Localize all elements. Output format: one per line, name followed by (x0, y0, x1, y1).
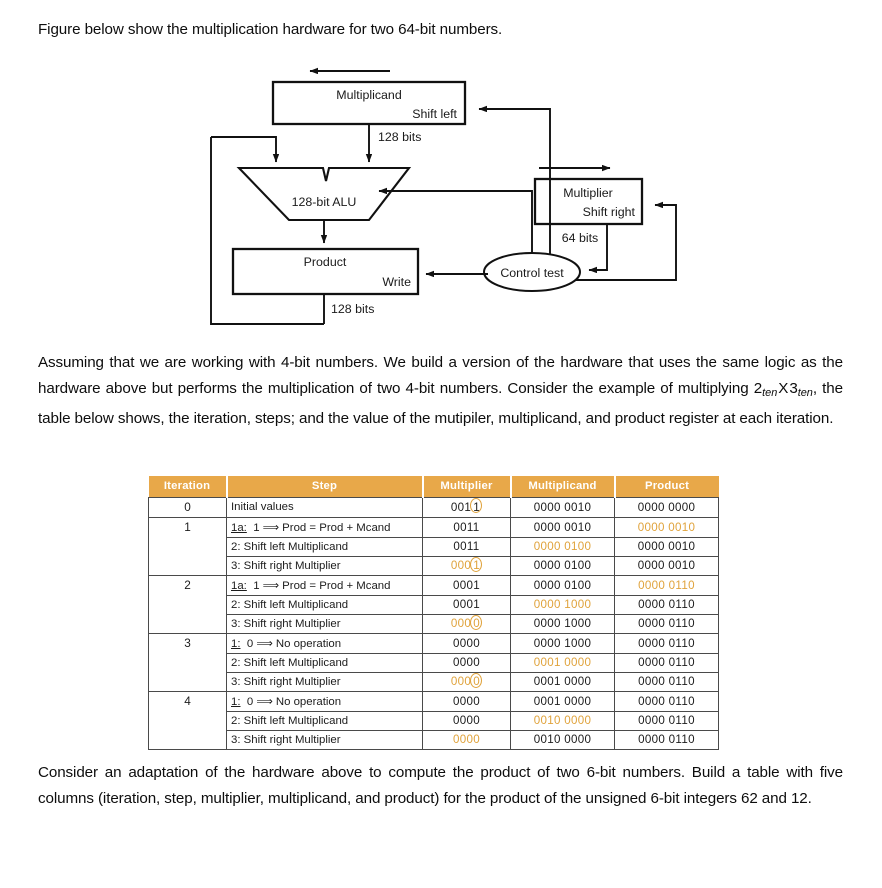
shift-left-label: Shift left (412, 107, 457, 121)
setup-paragraph-part1: Assuming that we are working with 4-bit numbers. We build a version of the hardware that uses the same logic as the hardware above but performs the multiplication of two 4-bit numbers. Consider the example of multiplying (38, 354, 843, 397)
control-to-alu-wire (379, 191, 532, 253)
column-header-multiplier: Multiplier (423, 476, 511, 498)
cell-multiplicand: 0001 0000 (511, 673, 615, 692)
cell-step (227, 615, 423, 634)
circled-bit: 1 (471, 559, 482, 572)
cell-multiplier: 0011 (423, 538, 511, 557)
cell-multiplier: 001 1 (423, 498, 511, 518)
step-text: 2: Shift left Multiplicand (231, 540, 349, 553)
cell-multiplicand: 0000 0100 (511, 557, 615, 576)
cell-product: 0000 0010 (615, 538, 719, 557)
step-text: 3: Shift right Multiplier (231, 675, 341, 688)
table-header-row (149, 476, 719, 498)
cell-multiplicand: 0000 1000 (511, 596, 615, 615)
table-row (149, 712, 719, 731)
cell-product: 0000 0110 (615, 634, 719, 654)
product-loop-wire (211, 137, 324, 324)
table-row (149, 634, 719, 654)
cell-multiplicand: 0000 0010 (511, 498, 615, 518)
cell-multiplier: 0000 (423, 634, 511, 654)
bus-top-label: 128 bits (378, 130, 422, 144)
control-test-label: Control test (500, 266, 564, 280)
cell-product: 0000 0110 (615, 673, 719, 692)
cell-multiplicand: 0000 0100 (511, 576, 615, 596)
cell-iteration: 3 (149, 634, 227, 692)
cell-step (227, 731, 423, 750)
table-row (149, 576, 719, 596)
task-paragraph: Consider an adaptation of the hardware above to compute the product of two 6-bit numbers. Build a table with five columns (iteration, step, multiplier, multiplicand, and product) for the product of the unsigned 6-bit integers 62 and 12. (38, 764, 843, 807)
cell-multiplicand: 0001 0000 (511, 692, 615, 712)
step-text: 2: Shift left Multiplicand (231, 714, 349, 727)
step-label: 1: (231, 696, 241, 708)
table-row (149, 654, 719, 673)
cell-iteration: 4 (149, 692, 227, 750)
table-row (149, 518, 719, 538)
product-label: Product (303, 255, 347, 269)
step-text: 0 ⟹ No operation (246, 696, 342, 708)
step-label: 1: (231, 638, 241, 650)
column-header-step: Step (227, 476, 423, 498)
cell-multiplier: 0000 (423, 692, 511, 712)
cell-step (227, 596, 423, 615)
cell-multiplier: 000 0 (423, 673, 511, 692)
setup-paragraph (38, 350, 843, 432)
alu-label: 128-bit ALU (291, 195, 357, 209)
column-header-product: Product (615, 476, 719, 498)
step-text: 2: Shift left Multiplicand (231, 598, 349, 611)
bus-right-label: 64 bits (561, 231, 599, 245)
cell-multiplicand: 0000 0100 (511, 538, 615, 557)
multiplication-hardware-diagram (198, 58, 688, 343)
operand-one-subscript: ten (762, 386, 778, 399)
cell-step (227, 538, 423, 557)
step-text: 1 ⟹ Prod = Prod + Mcand (253, 522, 391, 534)
cell-step (227, 634, 423, 654)
cell-product: 0000 0110 (615, 731, 719, 750)
step-text: 3: Shift right Multiplier (231, 733, 341, 746)
setup-paragraph-part2: , the table below shows, the iteration, steps; and the value of the mutipiler, multiplicand, and product register at each iteration. (38, 379, 843, 428)
cell-product: 0000 0000 (615, 498, 719, 518)
step-text: Initial values (231, 501, 294, 513)
cell-multiplier: 0001 (423, 576, 511, 596)
operand-one: 2 (753, 379, 763, 397)
circled-bit: 1 (471, 501, 482, 514)
intro-paragraph: Figure below show the multiplication hardware for two 64-bit numbers. (38, 21, 503, 38)
circled-bit: 0 (471, 675, 482, 688)
operand-two: 3 (789, 379, 798, 397)
step-text: 1 ⟹ Prod = Prod + Mcand (253, 580, 391, 592)
cell-multiplier: 0011 (423, 518, 511, 538)
cell-step (227, 498, 423, 518)
cell-step (227, 673, 423, 692)
cell-multiplier: 000 1 (423, 557, 511, 576)
operand-two-subscript: ten (797, 386, 813, 399)
write-label: Write (382, 275, 411, 289)
table-header (149, 476, 719, 498)
cell-multiplicand: 0000 1000 (511, 615, 615, 634)
cell-product: 0000 0110 (615, 712, 719, 731)
table-body (149, 498, 719, 750)
cell-product: 0000 0110 (615, 576, 719, 596)
cell-iteration: 2 (149, 576, 227, 634)
circled-bit: 0 (471, 617, 482, 630)
table-row (149, 538, 719, 557)
cell-step (227, 712, 423, 731)
step-text: 3: Shift right Multiplier (231, 617, 341, 630)
multiply-operator: X (778, 379, 789, 397)
cell-multiplier: 0000 (423, 654, 511, 673)
table-row (149, 557, 719, 576)
column-header-multiplicand: Multiplicand (511, 476, 615, 498)
cell-multiplicand: 0001 0000 (511, 654, 615, 673)
cell-multiplicand: 0010 0000 (511, 731, 615, 750)
cell-multiplier: 000 0 (423, 615, 511, 634)
diagram-svg (198, 58, 688, 343)
cell-step (227, 557, 423, 576)
cell-product: 0000 0110 (615, 692, 719, 712)
step-label: 1a: (231, 522, 247, 534)
product-feedback-wire (211, 137, 276, 162)
table-row (149, 692, 719, 712)
cell-multiplicand: 0010 0000 (511, 712, 615, 731)
step-text: 2: Shift left Multiplicand (231, 656, 349, 669)
cell-product: 0000 0110 (615, 615, 719, 634)
table-row (149, 498, 719, 518)
table-row (149, 615, 719, 634)
multiplier-label: Multiplier (563, 186, 613, 200)
cell-product: 0000 0110 (615, 596, 719, 615)
shift-right-label: Shift right (582, 205, 635, 219)
cell-multiplicand: 0000 0010 (511, 518, 615, 538)
bus-bottom-label: 128 bits (331, 302, 375, 316)
cell-step (227, 692, 423, 712)
cell-product: 0000 0010 (615, 518, 719, 538)
table-row (149, 596, 719, 615)
cell-multiplier: 0000 (423, 712, 511, 731)
step-text: 0 ⟹ No operation (246, 638, 342, 650)
cell-multiplicand: 0000 1000 (511, 634, 615, 654)
cell-step (227, 518, 423, 538)
table-row (149, 731, 719, 750)
multiplicand-label: Multiplicand (336, 88, 402, 102)
column-header-iteration: Iteration (149, 476, 227, 498)
cell-product: 0000 0010 (615, 557, 719, 576)
cell-multiplier: 0000 (423, 731, 511, 750)
alu-shape (239, 168, 409, 220)
table-row (149, 673, 719, 692)
cell-multiplier: 0001 (423, 596, 511, 615)
cell-iteration: 1 (149, 518, 227, 576)
multiplication-trace-table (148, 476, 719, 750)
cell-product: 0000 0110 (615, 654, 719, 673)
step-text: 3: Shift right Multiplier (231, 559, 341, 572)
step-label: 1a: (231, 580, 247, 592)
control-to-shiftleft-wire (479, 109, 550, 255)
cell-iteration: 0 (149, 498, 227, 518)
cell-step (227, 654, 423, 673)
cell-step (227, 576, 423, 596)
